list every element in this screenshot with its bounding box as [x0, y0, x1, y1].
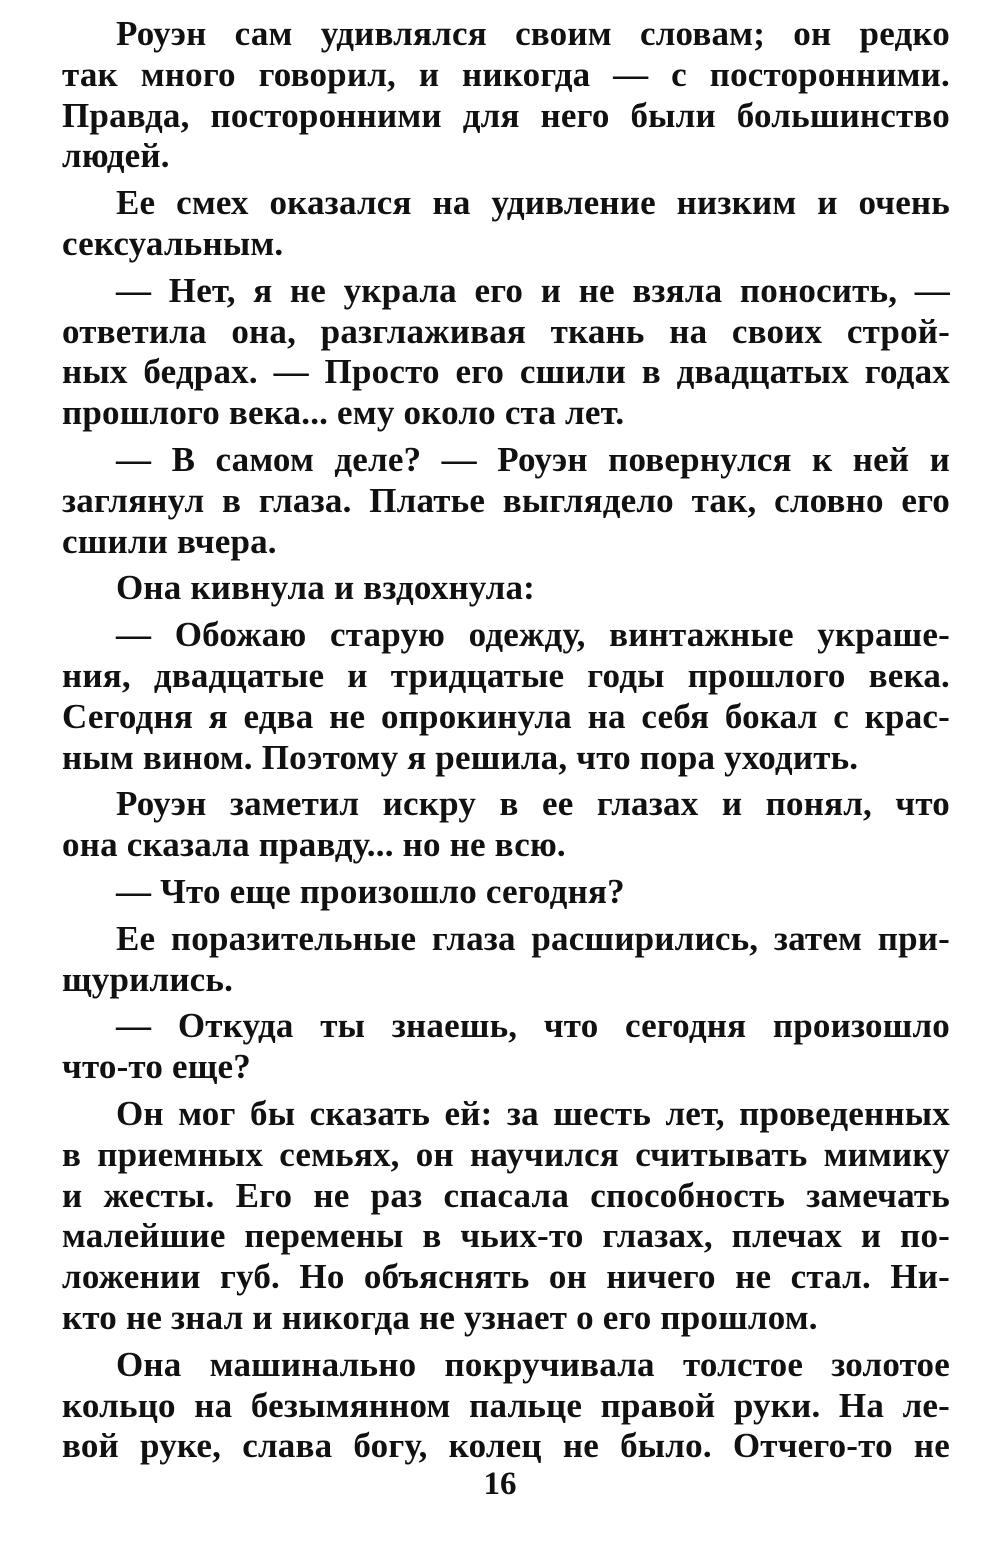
page-number: 16	[483, 1466, 517, 1502]
text-line: так много говорил, и никогда — с посторонними.	[62, 54, 950, 94]
text-line: кто не знал и никогда не узнает о его прошлом.	[62, 1297, 818, 1337]
text-line: щурились.	[62, 959, 234, 999]
text-line: малейшие перемены в чьих-то глазах, плечах и по-	[62, 1216, 950, 1256]
text-line: сексуальным.	[62, 223, 284, 263]
paragraph	[62, 271, 950, 434]
text-line: Она кивнула и вздохнула:	[116, 568, 536, 608]
paragraph	[62, 1094, 950, 1339]
text-line: в приемных семьях, он научился считывать мимику	[62, 1134, 950, 1174]
text-line: ния, двадцатые и тридцатые годы прошлого века.	[62, 655, 950, 695]
page-body	[62, 14, 950, 1473]
text-line: ным вином. Поэтому я решила, что пора уходить.	[62, 737, 859, 777]
paragraph	[62, 615, 950, 778]
paragraph	[62, 183, 950, 265]
text-line: ответила она, разглаживая ткань на своих строй-	[62, 311, 950, 351]
paragraph	[62, 1006, 950, 1088]
text-line: вой руке, слава богу, колец не было. Отчего-то не	[62, 1426, 950, 1466]
text-line: и жесты. Его не раз спасала способность замечать	[62, 1175, 950, 1215]
text-line: Ее поразительные глаза расширились, затем при-	[116, 918, 950, 958]
paragraph	[62, 919, 950, 1001]
text-line: кольцо на безымянном пальце правой руки. На ле-	[62, 1385, 950, 1425]
text-line: — Откуда ты знаешь, что сегодня произошло	[116, 1006, 950, 1046]
text-line: Правда, посторонними для него были большинство	[62, 95, 950, 135]
paragraph	[62, 440, 950, 562]
paragraph	[62, 14, 950, 177]
text-line: Он мог бы сказать ей: за шесть лет, проведенных	[116, 1093, 950, 1133]
text-line: заглянул в глаза. Платье выглядело так, словно его	[62, 480, 950, 520]
paragraph	[62, 872, 950, 913]
text-line: ных бедрах. — Просто его сшили в двадцатых годах	[62, 352, 950, 392]
text-line: Роуэн сам удивлялся своим словам; он редко	[116, 14, 950, 53]
text-line: — Нет, я не украла его и не взяла поносить, —	[116, 270, 950, 310]
text-line: Она машинально покручивала толстое золотое	[116, 1344, 950, 1384]
text-line: Роуэн заметил искру в ее глазах и понял, что	[116, 784, 950, 824]
paragraph	[62, 784, 950, 866]
text-line: сшили вчера.	[62, 521, 277, 561]
text-line: людей.	[62, 136, 170, 176]
text-line: ложении губ. Но объяснять он ничего не стал. Ни-	[62, 1257, 950, 1297]
paragraph	[62, 568, 950, 609]
text-line: Ее смех оказался на удивление низким и очень	[116, 183, 950, 223]
paragraph	[62, 1345, 950, 1467]
text-line: — Обожаю старую одежду, винтажные украше-	[116, 615, 950, 655]
text-line: Сегодня я едва не опрокинула на себя бокал с крас-	[62, 696, 950, 736]
text-line: — В самом деле? — Роуэн повернулся к ней и	[116, 439, 950, 479]
text-line: прошлого века... ему около ста лет.	[62, 393, 625, 433]
text-line: что-то еще?	[62, 1047, 251, 1087]
text-line: она сказала правду... но не всю.	[62, 825, 566, 865]
text-line: — Что еще произошло сегодня?	[116, 871, 625, 911]
